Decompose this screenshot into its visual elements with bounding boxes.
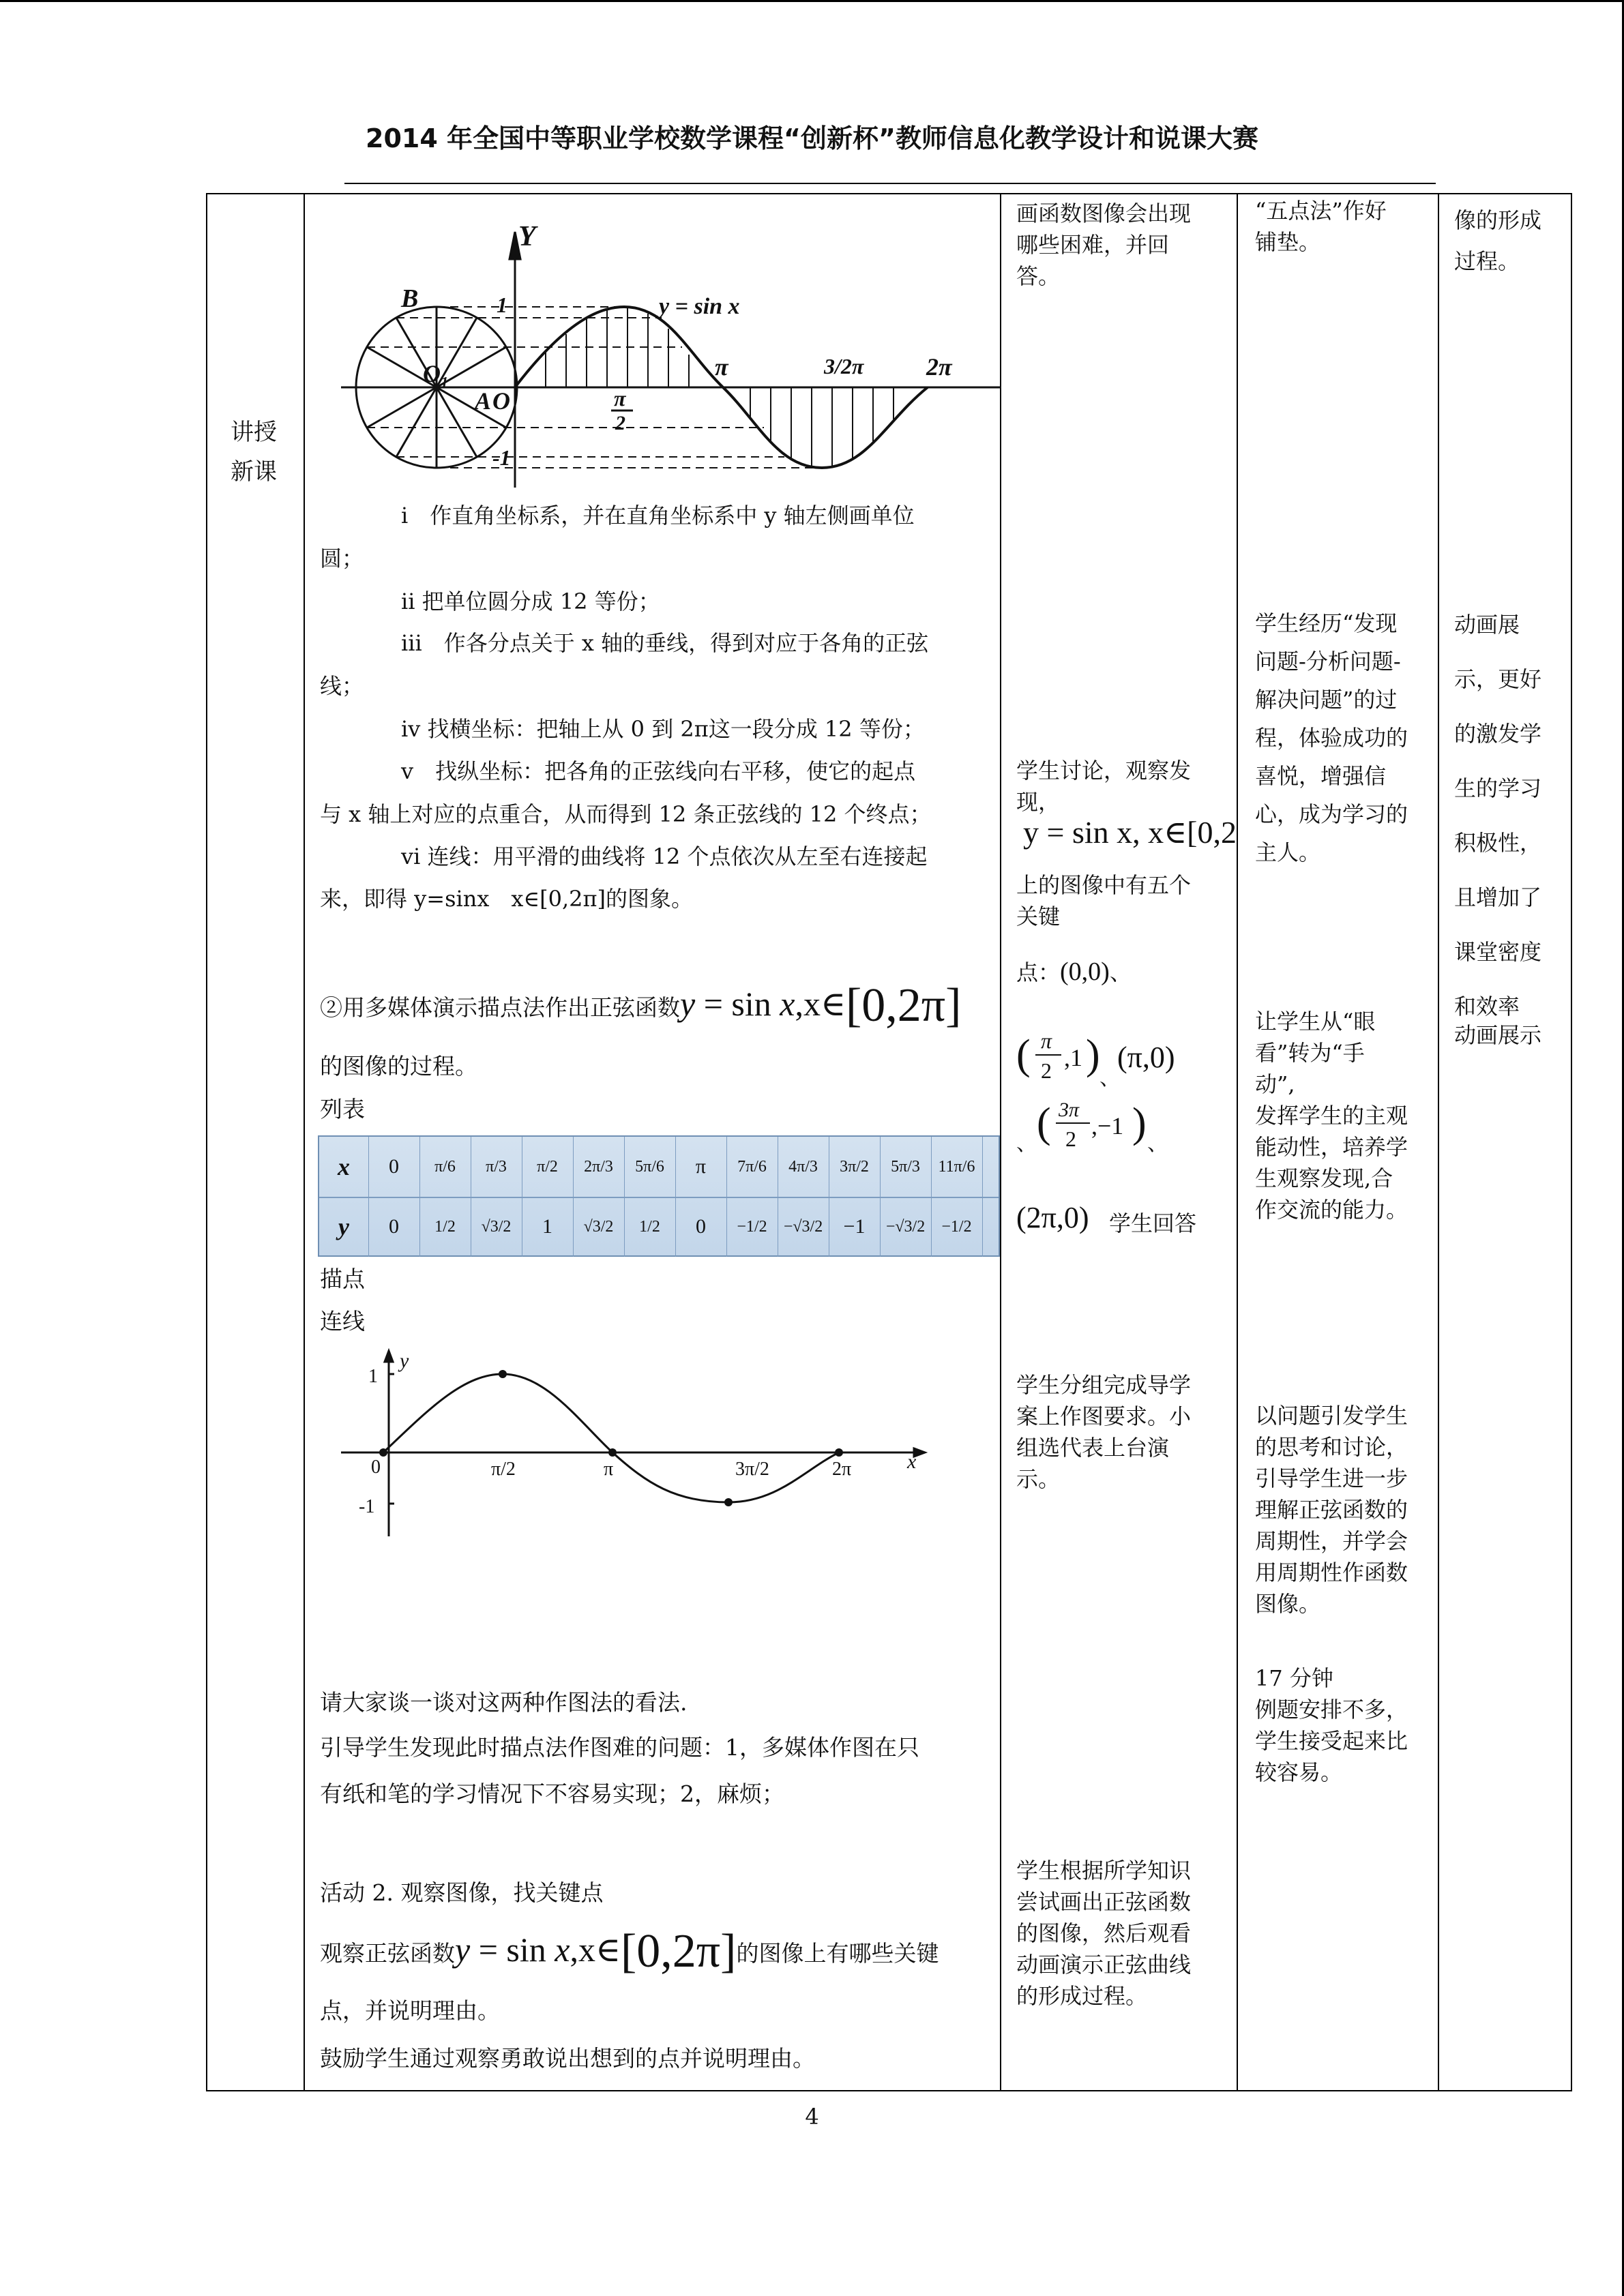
multimedia-formula-y: y [680,985,696,1023]
fig1-label-one: 1 [497,293,507,317]
activity2-line2: 点，并说明理由。 [320,1997,500,2024]
table-x-cell: 2π/3 [573,1137,625,1197]
fig2-label-pi-half: π/2 [491,1459,516,1480]
fig2-label-two-pi: 2π [832,1459,852,1480]
page-number: 4 [805,2104,819,2130]
col4-exp-5: 喜悦，增强信 [1255,763,1387,789]
col3-sep-3: 、 [1016,1133,1037,1155]
col5-anim-7: 课堂密度 [1454,939,1542,965]
multimedia-line [320,979,962,1032]
col3-formula-text: y = sin x, x∈[0,2 [1023,816,1237,850]
col4-exp-2: 问题-分析问题- [1255,648,1401,674]
col4-question-3: 引导学生进一步 [1255,1465,1408,1491]
col3-group-3: 组选代表上台演 [1016,1435,1170,1461]
discussion-2: 引导学生发现此时描点法作图难的问题：1，多媒体作图在只 [320,1734,919,1761]
col5-anim-1: 动画展 [1454,612,1520,638]
col4-time-1: 17 分钟 [1255,1665,1333,1691]
col3-after-2: 关键 [1016,904,1061,929]
list-label: 列表 [320,1096,365,1122]
step-5: ⅴ 找纵坐标：把各角的正弦线向右平移，使它的起点 [401,758,916,784]
fig2-y-axis-label: y [400,1350,409,1372]
col3-answer: 学生回答 [1109,1211,1197,1236]
table-y-cell: 0 [368,1197,420,1257]
col4-time-2: 例题安排不多， [1255,1697,1408,1723]
col3-sep-1: 、 [1109,959,1132,985]
section-label [231,413,277,492]
table-y-cell: −√3/2 [880,1197,932,1257]
col3-draw [1016,1855,1191,2012]
table-y-cell: 1/2 [419,1197,471,1257]
col3-p2-one: ,1 [1064,1044,1082,1071]
discussion-3: 有纸和笔的学习情况下不容易实现；2，麻烦； [320,1780,784,1807]
col4-eye-4: 发挥学生的主观 [1255,1103,1408,1129]
col4-five-1: “五点法”作好 [1255,198,1387,224]
col5-top-1: 像的形成 [1454,207,1542,233]
col4-eye-3: 动”, [1255,1071,1295,1097]
table-x-cell: 5π/6 [624,1137,676,1197]
step-4: ⅳ 找横坐标：把轴上从 0 到 2π这一段分成 12 等份； [401,716,925,742]
table-x-cell: 7π/6 [726,1137,778,1197]
plot-label: 描点 [320,1266,365,1292]
fig2-label-three-half-pi: 3π/2 [735,1459,769,1480]
col5-top-2: 过程。 [1454,248,1520,274]
table-y-cell: 0 [675,1197,727,1257]
table-x-cell: 0 [368,1137,420,1197]
col3-points-line [1016,956,1132,988]
sine-graph-figure [341,1347,941,1551]
col4-question-7: 图像。 [1255,1591,1321,1617]
col3-p4-open: ( [1037,1100,1051,1146]
multimedia-interval: [0,2π] [845,979,962,1032]
fig1-label-pi: π [715,353,728,381]
col5-top [1454,200,1541,282]
col4-exp-4: 程，体验成功的 [1255,725,1408,751]
fig2-label-one: 1 [368,1366,378,1387]
col3-point-1: (0,0) [1060,957,1110,986]
col4-exp-1: 学生经历“发现 [1255,610,1398,636]
col4-question-2: 的思考和讨论， [1255,1434,1408,1460]
col3-q-1: 画函数图像会出现 [1016,200,1192,226]
col3-p4-neg-one: ,−1 [1091,1112,1124,1139]
activity2-interval: [0,2π] [620,1925,737,1978]
col5-anim2: 动画展示 [1454,1022,1542,1048]
table-x-cell: π [675,1137,727,1197]
col3-group-1: 学生分组完成导学 [1016,1372,1192,1398]
table-y-cell: √3/2 [471,1197,522,1257]
fig2-x-axis-label: x [907,1450,917,1473]
page-header: 2014 年全国中等职业学校数学课程“创新杯”教师信息化教学设计和说课大赛 [366,123,1258,153]
section-label-line1: 讲授 新课 [231,419,277,486]
activity2-formula-eq: = sin [470,1930,555,1969]
col3-discuss-1: 学生讨论，观察发 [1016,758,1192,784]
col4-question-1: 以问题引发学生 [1255,1403,1408,1429]
col3-p2-close: ) [1086,1032,1100,1078]
col4-experience [1255,604,1408,871]
fig1-label-neg-one: -1 [492,445,511,470]
col4-question [1255,1400,1408,1620]
table-y-cell: 1 [522,1197,574,1257]
col3-discuss [1016,755,1191,818]
col3-draw-4: 动画演示正弦曲线 [1016,1952,1192,1978]
table-y-cell: −1/2 [931,1197,983,1257]
step-3b: 线； [320,673,364,699]
col3-p4-close: ) [1132,1100,1147,1146]
fig1-label-pi-half-num: π [614,386,626,411]
col4-question-5: 周期性，并学会 [1255,1528,1408,1554]
fig1-func-label: y = sin x [659,294,740,319]
col3-sep-2: 、 [1099,1067,1120,1090]
col-divider-3 [1237,193,1238,2091]
table-x-label: x [319,1137,369,1197]
col3-after-1: 上的图像中有五个 [1016,872,1192,898]
col5-anim-4: 生的学习 [1454,775,1542,801]
activity2-formula-in: ,x∈ [570,1930,621,1969]
activity2-line1 [320,1925,939,1978]
col3-p4-num: 3π [1059,1099,1080,1121]
fig1-label-three-half-pi: 3/2π [824,354,864,378]
col3-q-2: 哪些困难，并回 [1016,232,1170,258]
col3-points-fractions [1016,1026,1235,1244]
col4-time-4: 较容易。 [1255,1759,1343,1785]
col3-after [1016,869,1191,932]
fig1-y-axis-label: Y [518,221,536,252]
fig1-label-a: A [475,387,492,415]
col3-draw-5: 的形成过程。 [1016,1983,1148,2009]
col4-exp-6: 心，成为学习的 [1255,801,1408,827]
multimedia-formula [680,979,962,1032]
col4-question-4: 理解正弦函数的 [1255,1497,1408,1523]
value-table [318,1135,1000,1257]
step-2: ⅱ 把单位圆分成 12 等份； [401,588,660,614]
table-x-cell: π/2 [522,1137,574,1197]
col4-time-3: 学生接受起来比 [1255,1728,1408,1754]
col4-exp-3: 解决问题”的过 [1255,687,1398,713]
col5-anim [1454,597,1541,1034]
col3-p2-den: 2 [1041,1058,1052,1083]
col5-anim-6: 且增加了 [1454,884,1542,910]
step-6b: 来，即得 y=sinx x∈[0,2π]的图象。 [320,886,694,912]
activity2-formula-y: y [455,1930,471,1969]
table-y-cell: √3/2 [573,1197,625,1257]
col-divider-1 [304,193,305,2091]
table-y-cell: −1/2 [726,1197,778,1257]
col3-point-5: (2π,0) [1016,1201,1089,1234]
col3-group-2: 案上作图要求。小 [1016,1403,1192,1429]
col3-q-3: 答。 [1016,263,1061,289]
fig1-label-b: B [401,284,419,313]
activity2-title: 活动 2. 观察图像，找关键点 [320,1879,604,1906]
header-rule [344,183,1436,184]
table-x-cell: π/6 [419,1137,471,1197]
col3-draw-1: 学生根据所学知识 [1016,1858,1192,1883]
col5-anim-8: 和效率 [1454,994,1520,1019]
multimedia-suffix: 的图像的过程。 [320,1053,477,1079]
col3-draw-3: 的图像，然后观看 [1016,1920,1192,1946]
table-y-label: y [319,1197,369,1257]
multimedia-formula-in: ,x∈ [795,985,846,1023]
table-x-cell: 4π/3 [778,1137,829,1197]
col3-points-prefix: 点： [1016,959,1061,985]
table-y-cell: −√3/2 [778,1197,829,1257]
table-x-cell: 3π/2 [829,1137,881,1197]
col4-exp-7: 主人。 [1255,839,1321,865]
col4-question-6: 用周期性作函数 [1255,1560,1408,1585]
col4-eye-2: 看”转为“手 [1255,1040,1365,1066]
activity2-suffix: 的图像上有哪些关键 [736,1940,939,1967]
fig1-label-two-pi: 2π [926,353,952,381]
col4-five-2: 铺垫。 [1255,229,1321,255]
top-border [0,0,1624,2]
col3-p4-den: 2 [1065,1127,1076,1151]
table-y-cell: −1 [829,1197,881,1257]
multimedia-formula-eq: = sin [695,985,780,1023]
step-1b: 圆； [320,546,364,571]
discussion-1: 请大家谈一谈对这两种作图法的看法. [320,1689,688,1716]
table-x-cell: 5π/3 [880,1137,932,1197]
col-divider-4 [1438,193,1439,2091]
col4-eye [1255,1006,1408,1225]
multimedia-formula-x: x [780,985,795,1023]
activity2-formula [455,1925,737,1978]
col3-group [1016,1369,1191,1495]
fig1-label-o: O [492,387,510,415]
fig2-label-pi: π [604,1459,614,1480]
col4-time [1255,1663,1408,1788]
col5-anim-2: 示，更好 [1454,666,1542,692]
col3-group-4: 示。 [1016,1466,1061,1492]
col3-sep-4: 、 [1147,1133,1168,1155]
step-3: ⅲ 作各分点关于 x 轴的垂线，得到对应于各角的正弦 [401,630,929,656]
unit-circle-sine-figure [341,211,1003,491]
fig1-label-pi-half-den: 2 [615,412,625,434]
col4-eye-5: 能动性，培养学 [1255,1134,1408,1160]
table-x-cell: 11π/6 [931,1137,983,1197]
table-x-cell: π/3 [471,1137,522,1197]
fig2-label-zero: 0 [371,1457,381,1478]
col3-discuss-2: 现， [1016,789,1061,815]
col3-question [1016,198,1191,292]
col5-anim-5: 积极性， [1454,830,1542,856]
col3-p2-num: π [1041,1028,1052,1053]
col5-anim-3: 的激发学 [1454,721,1542,747]
col3-point-3: (π,0) [1117,1041,1175,1074]
activity2-formula-x: x [555,1930,570,1969]
connect-label: 连线 [320,1308,365,1335]
col3-draw-2: 尝试画出正弦函数 [1016,1889,1192,1915]
fig1-label-o1: O₁ [423,360,449,387]
col4-five [1255,195,1387,258]
activity2-prefix: 观察正弦函数 [320,1940,455,1967]
col3-p2-open: ( [1016,1032,1031,1078]
col4-eye-6: 生观察发现,合 [1255,1165,1393,1191]
col4-eye-7: 作交流的能力。 [1255,1197,1408,1223]
multimedia-prefix: ②用多媒体演示描点法作出正弦函数 [320,994,680,1021]
col3-formula [1023,816,1237,852]
step-5b: 与 x 轴上对应的点重合，从而得到 12 条正弦线的 12 个终点； [320,801,932,827]
activity2-line3: 鼓励学生通过观察勇敢说出想到的点并说明理由。 [320,2045,815,2072]
step-6: ⅵ 连线：用平滑的曲线将 12 个点依次从左至右连接起 [401,844,928,869]
fig2-label-neg-one: -1 [359,1496,375,1517]
step-1: ⅰ 作直角坐标系，并在直角坐标系中 y 轴左侧画单位 [401,503,915,528]
table-y-cell: 1/2 [624,1197,676,1257]
col4-eye-1: 让学生从“眼 [1255,1009,1376,1034]
